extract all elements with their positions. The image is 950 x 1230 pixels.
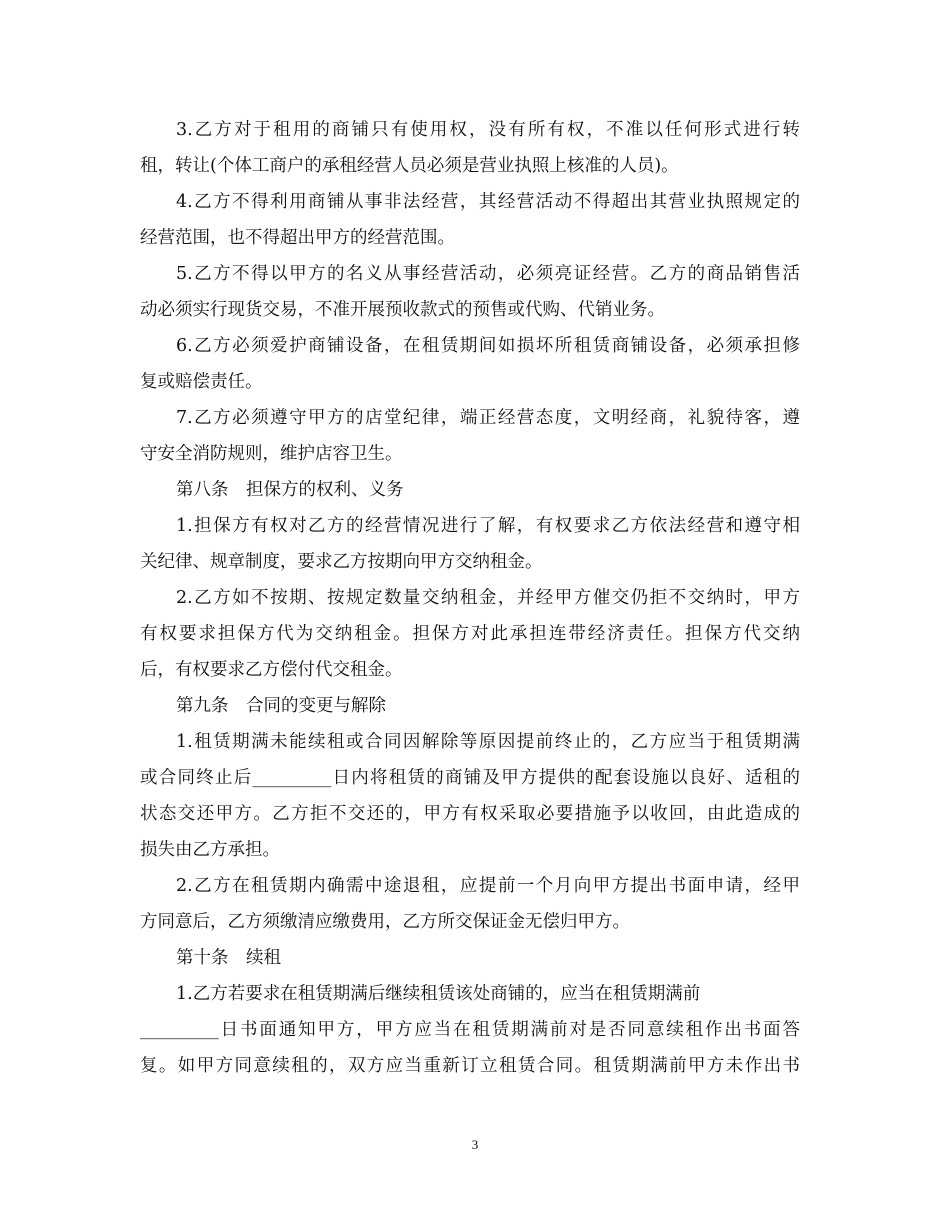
text-line: 租，转让(个体工商户的承租经营人员必须是营业执照上核准的人员)。 xyxy=(140,156,679,176)
text-line: 2.乙方如不按期、按规定数量交纳租金，并经甲方催交仍拒不交纳时，甲方 xyxy=(176,588,800,608)
text-line: 3.乙方对于租用的商铺只有使用权，没有所有权，不准以任何形式进行转 xyxy=(176,120,800,140)
text-line: 复。如甲方同意续租的，双方应当重新订立租赁合同。租赁期满前甲方未作出书 xyxy=(140,1056,800,1076)
text-line: 损失由乙方承担。 xyxy=(140,840,280,860)
text-line: 或合同终止后_________日内将租赁的商铺及甲方提供的配套设施以良好、适租的 xyxy=(140,768,800,788)
text-line: 守安全消防规则，维护店容卫生。 xyxy=(140,444,403,464)
text-line: _________日书面通知甲方，甲方应当在租赁期满前对是否同意续租作出书面答 xyxy=(140,1020,800,1040)
text-line: 状态交还甲方。乙方拒不交还的，甲方有权采取必要措施予以收回，由此造成的 xyxy=(140,804,800,824)
section-heading: 第八条 担保方的权利、义务 xyxy=(176,480,404,500)
text-line: 7.乙方必须遵守甲方的店堂纪律，端正经营态度，文明经商，礼貌待客，遵 xyxy=(176,408,800,428)
text-line: 1.担保方有权对乙方的经营情况进行了解，有权要求乙方依法经营和遵守相 xyxy=(176,516,800,536)
text-line: 2.乙方在租赁期内确需中途退租，应提前一个月向甲方提出书面申请，经甲 xyxy=(176,876,800,896)
text-line: 经营范围，也不得超出甲方的经营范围。 xyxy=(140,228,455,248)
text-line: 5.乙方不得以甲方的名义从事经营活动，必须亮证经营。乙方的商品销售活 xyxy=(176,264,800,284)
text-line: 1.乙方若要求在租赁期满后继续租赁该处商铺的，应当在租赁期满前 xyxy=(176,984,701,1004)
text-line: 关纪律、规章制度，要求乙方按期向甲方交纳租金。 xyxy=(140,552,543,572)
text-line: 1.租赁期满未能续租或合同因解除等原因提前终止的，乙方应当于租赁期满 xyxy=(176,732,800,752)
text-line: 方同意后，乙方须缴清应缴费用，乙方所交保证金无偿归甲方。 xyxy=(140,912,630,932)
text-line: 后，有权要求乙方偿付代交租金。 xyxy=(140,660,403,680)
section-heading: 第十条 续租 xyxy=(176,948,281,968)
page-number: 3 xyxy=(471,1137,479,1152)
text-line: 4.乙方不得利用商铺从事非法经营，其经营活动不得超出其营业执照规定的 xyxy=(176,192,800,212)
text-line: 复或赔偿责任。 xyxy=(140,372,263,392)
text-line: 6.乙方必须爱护商铺设备，在租赁期间如损坏所租赁商铺设备，必须承担修 xyxy=(176,336,800,356)
section-heading: 第九条 合同的变更与解除 xyxy=(176,696,386,716)
text-line: 动必须实行现货交易，不准开展预收款式的预售或代购、代销业务。 xyxy=(140,300,665,320)
text-line: 有权要求担保方代为交纳租金。担保方对此承担连带经济责任。担保方代交纳 xyxy=(140,624,800,644)
